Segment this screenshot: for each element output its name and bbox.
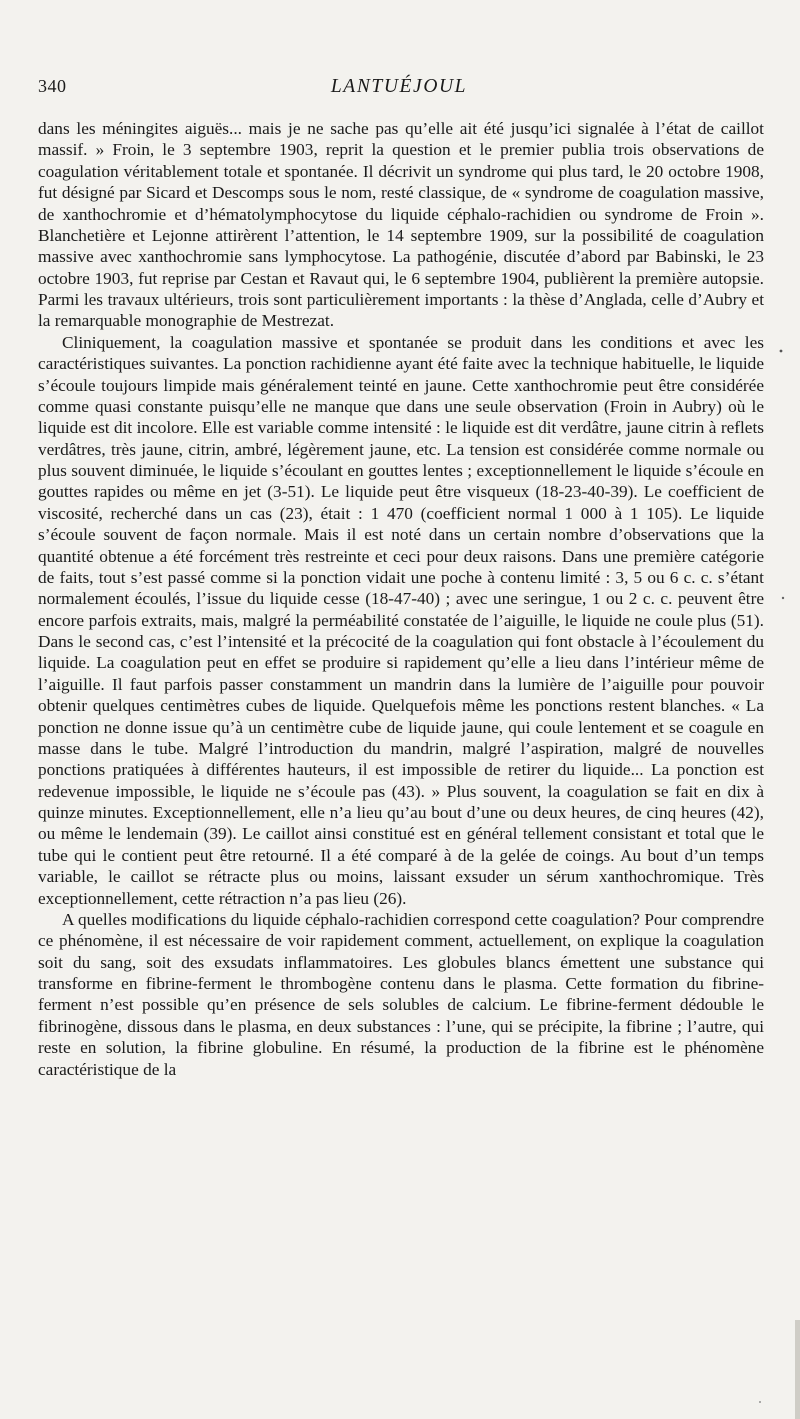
speck — [782, 597, 784, 599]
page-header — [38, 76, 760, 106]
paragraph-1: dans les méningites aiguës... mais je ne sache pas qu’elle ait été jusqu’ici signalée à l’état de caillot massif. » Froin, le 3 septembre 1903, reprit la question et le premier publia trois observations de coagulation véritablement totale et spontanée. Il décrivit un syndrome qui plus tard, le 20 octobre 1908, fut désigné par Sicard et Descomps sous le nom, resté classique, de « syndrome de coagulation massive, de xanthochromie et d’hématolymphocytose du liquide céphalo-rachidien ou syndrome de Froin ». Blanchetière et Lejonne attirèrent l’attention, le 14 septembre 1909, sur la possibilité de coagulation massive avec xanthochromie sans lymphocytose. La pathogénie, discutée d’abord par Babinski, le 23 octobre 1903, fut reprise par Cestan et Ravaut qui, le 6 septembre 1904, publièrent la première autopsie. Parmi les travaux ultérieurs, trois sont particulièrement importants : la thèse d’Anglada, celle d’Aubry et la remarquable monographie de Mestrezat. — [38, 119, 764, 331]
speck — [759, 1401, 761, 1403]
edge-shadow — [795, 1320, 800, 1419]
running-title: LANTUÉJOUL — [330, 76, 468, 97]
body-text — [38, 118, 764, 1080]
speck — [780, 350, 783, 353]
page-number: 340 — [38, 76, 67, 96]
paragraph-2: Cliniquement, la coagulation massive et spontanée se produit dans les conditions et avec les caractéristiques suivantes. La ponction rachidienne ayant été faite avec la technique habituelle, le liquide s’écoule toujours limpide mais généralement teinté en jaune. Cette xanthochromie peut être considérée comme quasi constante puisqu’elle ne manque que dans une seule observation (Froin in Aubry) où le liquide est dit incolore. Elle est variable comme intensité : le liquide est dit verdâtre, jaune citrin à reflets verdâtres, très jaune, citrin, ambré, légèrement jaune, etc. La tension est considérée comme normale ou plus souvent diminuée, le liquide s’écoulant en gouttes lentes ; exceptionnellement le liquide s’écoule en gouttes rapides ou même en jet (3-51). Le liquide peut être visqueux (18-23-40-39). Le coefficient de viscosité, recherché dans un cas (23), était : 1 470 (coefficient normal 1 000 à 1 105). Le liquide s’écoule souvent de façon normale. Mais il est noté dans un certain nombre d’observations que la quantité obtenue a été forcément très restreinte et ceci pour deux raisons. Dans une première catégorie de faits, tout s’est passé comme si la ponction vidait une poche à contenu limité : 3, 5 ou 6 c. c. s’étant normalement écoulés, l’issue du liquide cesse (18-47-40) ; avec une seringue, 1 ou 2 c. c. peuvent être encore parfois extraits, mais, malgré la perméabilité constatée de l’aiguille, le liquide ne coule plus (51). Dans le second cas, c’est l’intensité et la précocité de la coagulation qui font obstacle à l’écoulement du liquide. La coagulation peut en effet se produire si rapidement qu’elle a lieu dans l’intérieur même de l’aiguille. Il faut parfois passer constamment un mandrin dans la lumière de l’aiguille pour pouvoir obtenir quelques centimètres cubes de liquide. Quelquefois même les ponctions restent blanches. « La ponction ne donne issue qu’à un centimètre cube de liquide jaune, qui coule lentement et se coagule en masse dans le tube. Malgré l’introduction du mandrin, malgré l’aspiration, malgré de nouvelles ponctions pratiquées à différentes hauteurs, il est impossible de retirer du liquide... La ponction est redevenue impossible, le liquide ne s’écoule pas (43). » Plus souvent, la coagulation se fait en dix à quinze minutes. Exceptionnellement, elle n’a lieu qu’au bout d’une ou deux heures, de cinq heures (42), ou même le lendemain (39). Le caillot ainsi constitué est en général tellement consistant et total que le tube qui le contient peut être retourné. Il a été comparé à de la gelée de coings. Au bout d’un temps variable, le caillot se rétracte plus ou moins, laissant exsuder un sérum xanthochromique. Très exceptionnellement, cette rétraction n’a pas lieu (26). — [38, 332, 764, 908]
paragraph-3: A quelles modifications du liquide céphalo-rachidien correspond cette coagulation? Pour comprendre ce phénomène, il est nécessaire de voir rapidement comment, actuellement, on explique la coagulation soit du sang, soit des exsudats inflammatoires. Les globules blancs émettent une substance qui transforme en fibrine-ferment le thrombogène contenu dans le plasma. Cette formation du fibrine-ferment n’est possible qu’en présence de sels solubles de calcium. Le fibrine-ferment dédouble le fibrinogène, dissous dans le plasma, en deux substances : l’une, qui se précipite, la fibrine ; l’autre, qui reste en solution, la fibrine globuline. En résumé, la production de la fibrine est le phénomène caractéristique de la — [38, 909, 764, 1079]
